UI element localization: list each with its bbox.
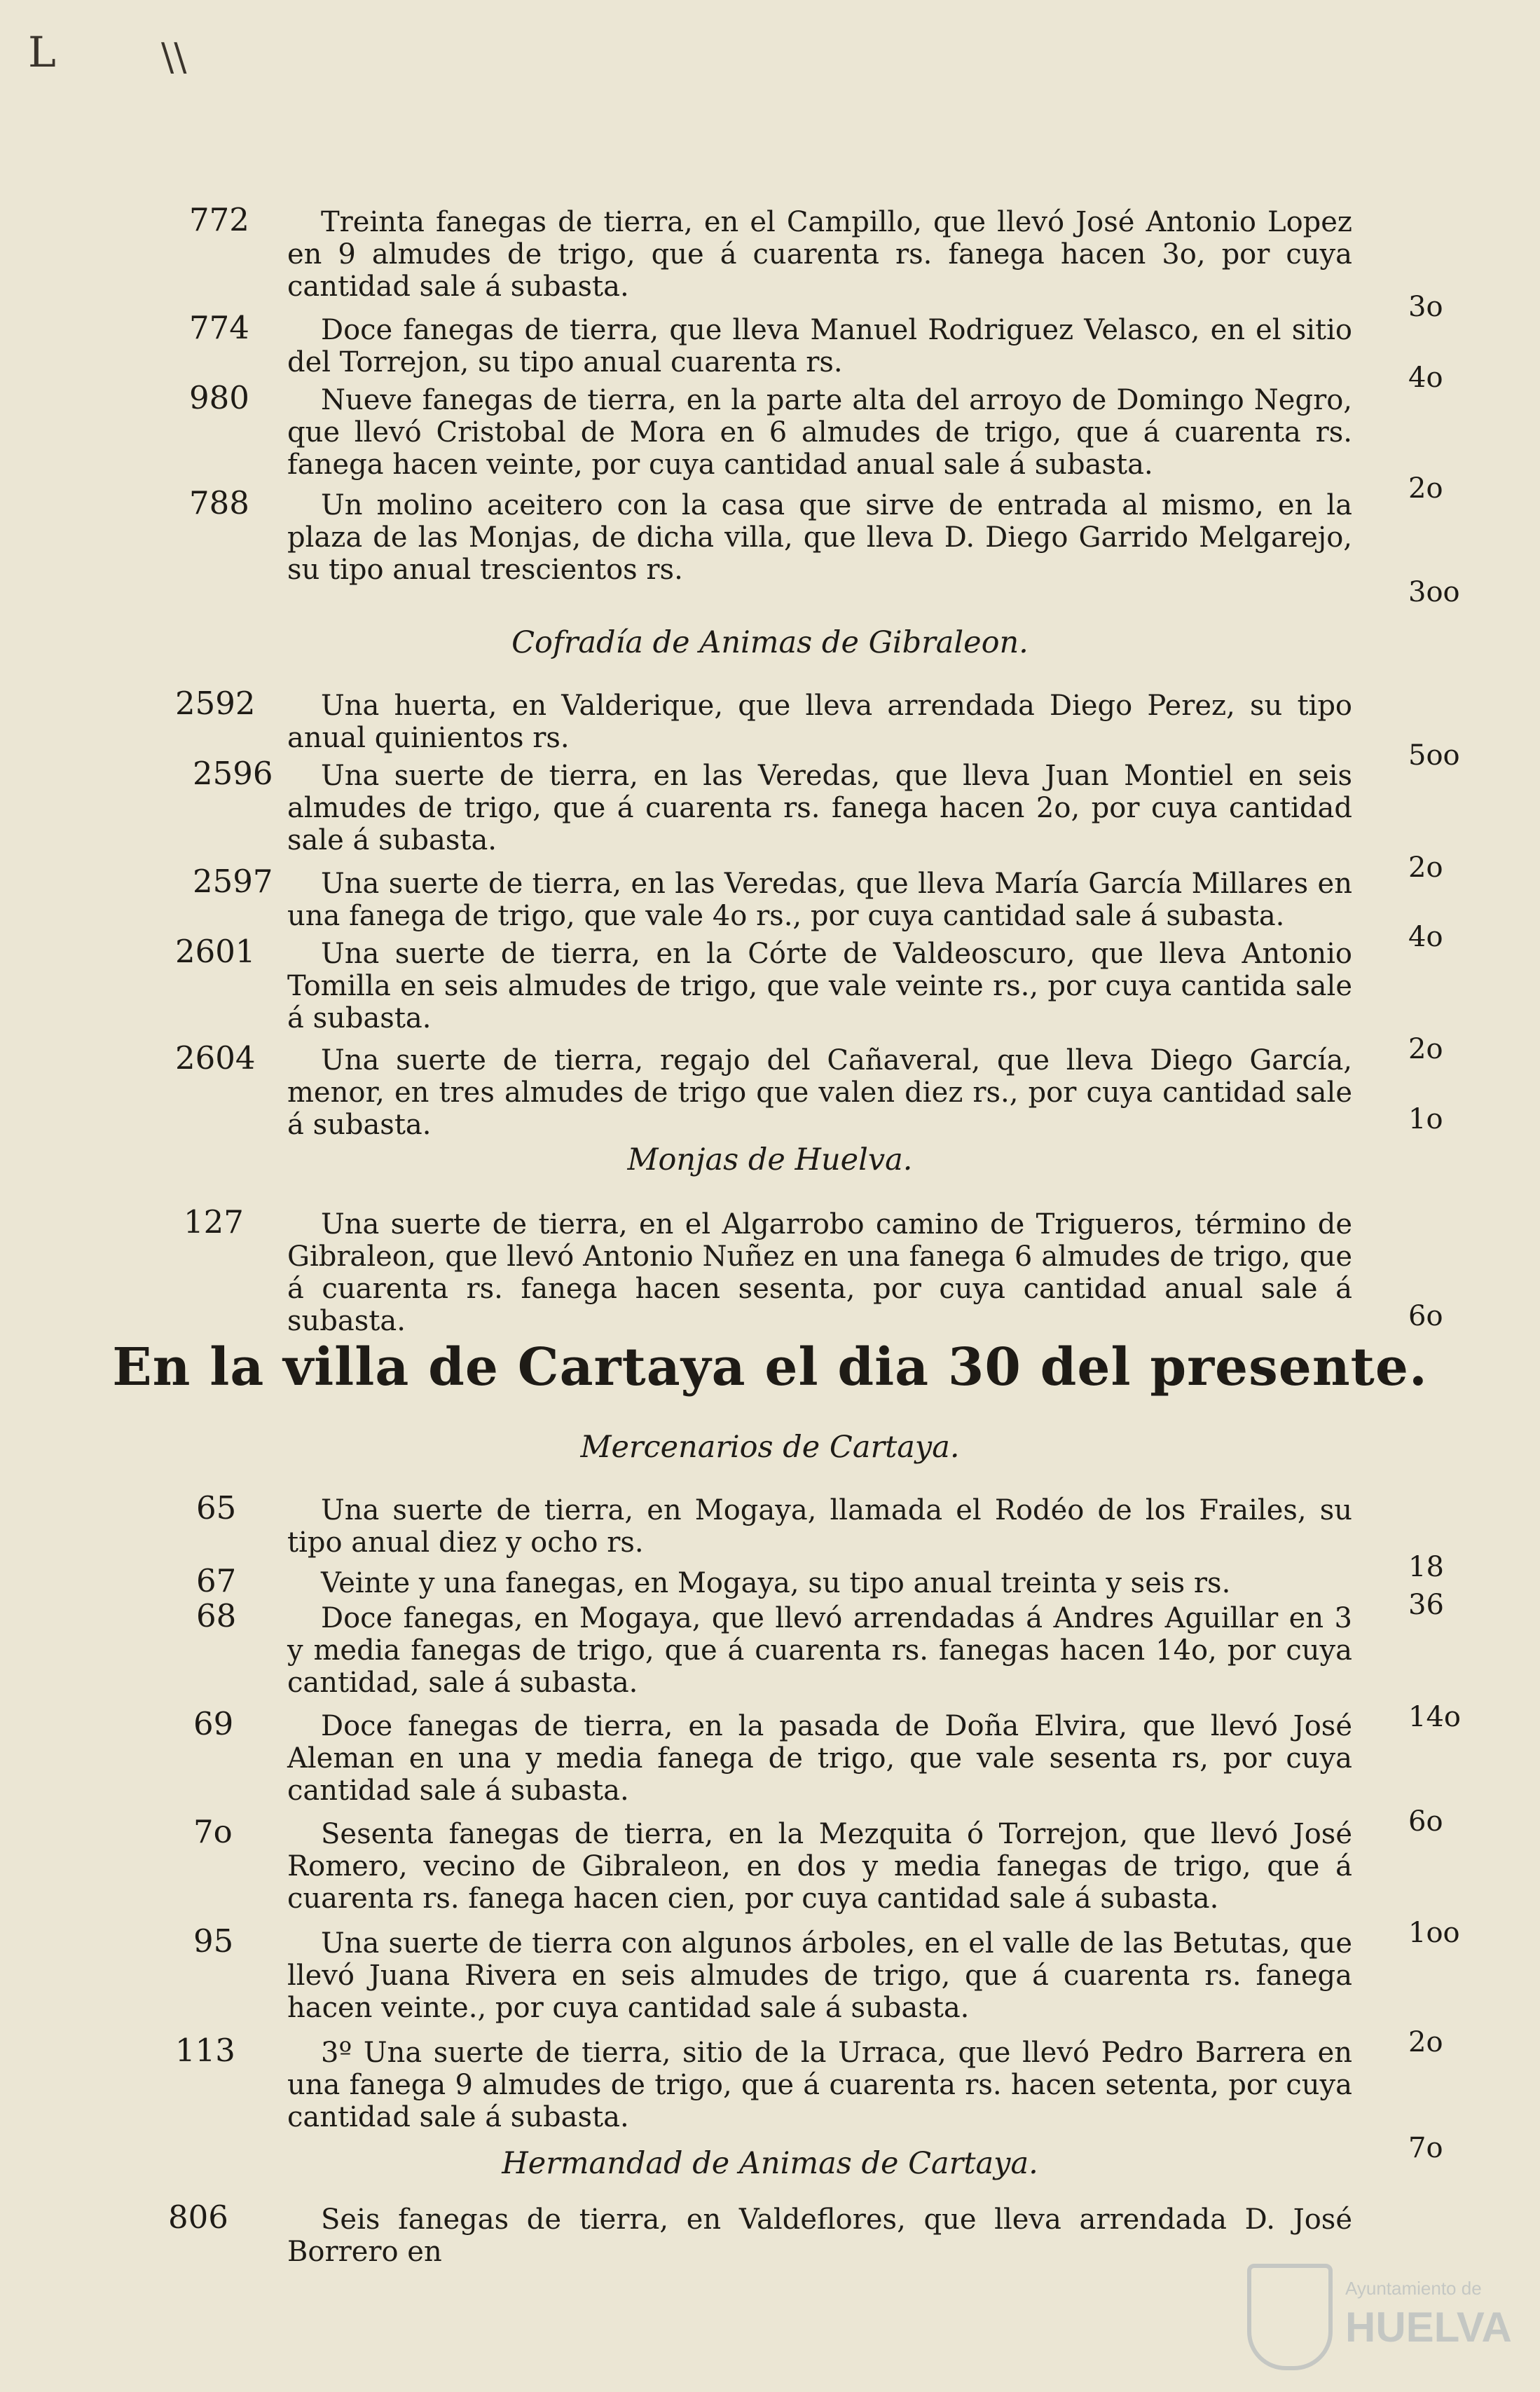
margin-mark-left: L (28, 28, 56, 77)
entry-price: 2o (1408, 2026, 1443, 2058)
entry-number: 127 (184, 1203, 244, 1241)
entry-price: 2o (1408, 1033, 1443, 1065)
section-heading-monjas-huelva: Monjas de Huelva. (627, 1142, 913, 1177)
entry-number: 788 (189, 484, 249, 521)
entry-number: 2597 (193, 863, 273, 900)
entry-text: Nueve fanegas de tierra, en la parte alta del arroyo de Domingo Negro, que llevó Cristobal de Mora en 6 almudes de trigo, que á cuarenta rs. fanega hacen veinte, por cuya cantidad anual sale á subasta. (287, 384, 1352, 481)
entry-number: 2592 (175, 685, 256, 722)
entry-number: 65 (196, 1489, 237, 1526)
entry-text: Un molino aceitero con la casa que sirve de entrada al mismo, en la plaza de las Monjas, de dicha villa, que lleva D. Diego Garrido Melgarejo, su tipo anual trescientos rs. (287, 489, 1352, 586)
entry-text: Una suerte de tierra, en las Veredas, que lleva Juan Montiel en seis almudes de trigo, que á cuarenta rs. fanega hacen 2o, por cuya cantidad sale á subasta. (287, 760, 1352, 856)
entry-text: Doce fanegas de tierra, en la pasada de Doña Elvira, que llevó José Aleman en una y media fanega de trigo, que vale sesenta rs, por cuya cantidad sale á subasta. (287, 1710, 1352, 1807)
section-heading-mercenarios-cartaya: Mercenarios de Cartaya. (580, 1430, 960, 1465)
entry-price: 4o (1408, 362, 1443, 394)
entry-text: Seis fanegas de tierra, en Valdeflores, que lleva arrendada D. José Borrero en (287, 2203, 1352, 2268)
entry-number: 772 (189, 201, 249, 238)
entry-number: 67 (196, 1562, 237, 1599)
entry-price: 6o (1408, 1805, 1443, 1838)
entry-number: 2604 (175, 1039, 256, 1077)
entry-number: 95 (193, 1922, 234, 1960)
entry-text: Doce fanegas, en Mogaya, que llevó arrendadas á Andres Aguillar en 3 y media fanegas de trigo, que á cuarenta rs. fanegas hacen 14o, por cuya cantidad, sale á subasta. (287, 1602, 1352, 1699)
entry-text: Una suerte de tierra, en las Veredas, que lleva María García Millares en una fanega de trigo, que vale 4o rs., por cuya cantidad sale á subasta. (287, 868, 1352, 932)
entry-text: Una suerte de tierra, en el Algarrobo camino de Trigueros, término de Gibraleon, que llevó Antonio Nuñez en una fanega 6 almudes de trigo, que á cuarenta rs. fanega hacen sesenta, por cuya cantidad anual sale á subasta. (287, 1208, 1352, 1337)
seal-subtitle: Ayuntamiento de (1345, 2278, 1482, 2299)
entry-text: Treinta fanegas de tierra, en el Campillo, que llevó José Antonio Lopez en 9 almudes de trigo, que á cuarenta rs. fanega hacen 3o, por cuya cantidad sale á subasta. (287, 206, 1352, 303)
entry-number: 774 (189, 309, 249, 346)
page-title: En la villa de Cartaya el dia 30 del presente. (112, 1337, 1428, 1397)
shield-icon (1247, 2264, 1333, 2370)
entry-price: 1o (1408, 1103, 1443, 1135)
entry-price: 2o (1408, 472, 1443, 505)
entry-number: 980 (189, 379, 249, 416)
entry-number: 113 (175, 2032, 235, 2069)
entry-price: 5oo (1408, 739, 1460, 772)
entry-price: 14o (1408, 1701, 1461, 1733)
entry-text: Una huerta, en Valderique, que lleva arrendada Diego Perez, su tipo anual quinientos rs. (287, 690, 1352, 754)
entry-price: 2o (1408, 852, 1443, 884)
entry-price: 36 (1408, 1589, 1444, 1621)
entry-price: 7o (1408, 2132, 1443, 2164)
entry-text: 3º Una suerte de tierra, sitio de la Urraca, que llevó Pedro Barrera en una fanega 9 almudes de trigo, que á cuarenta rs. hacen setenta, por cuya cantidad sale á subasta. (287, 2037, 1352, 2133)
entry-price: 3oo (1408, 576, 1460, 608)
entry-text: Una suerte de tierra, en Mogaya, llamada el Rodéo de los Frailes, su tipo anual diez y ocho rs. (287, 1494, 1352, 1559)
entry-text: Veinte y una fanegas, en Mogaya, su tipo anual treinta y seis rs. (321, 1567, 1231, 1599)
entry-number: 7o (193, 1813, 233, 1850)
section-heading-cofradia-gibraleon: Cofradía de Animas de Gibraleon. (511, 625, 1029, 660)
entry-price: 18 (1408, 1551, 1444, 1583)
section-heading-hermandad-cartaya: Hermandad de Animas de Cartaya. (502, 2146, 1038, 2181)
entry-text: Una suerte de tierra, regajo del Cañaveral, que lleva Diego García, menor, en tres almudes de trigo que valen diez rs., por cuya cantidad sale á subasta. (287, 1044, 1352, 1141)
entry-number: 806 (168, 2199, 228, 2236)
entry-text: Doce fanegas de tierra, que lleva Manuel Rodriguez Velasco, en el sitio del Torrejon, su tipo anual cuarenta rs. (287, 314, 1352, 378)
entry-number: 69 (193, 1705, 234, 1742)
entry-price: 6o (1408, 1300, 1443, 1332)
margin-mark-right: \\ (161, 35, 187, 79)
watermark-seal (1247, 2257, 1527, 2376)
entry-text: Sesenta fanegas de tierra, en la Mezquita ó Torrejon, que llevó José Romero, vecino de Gibraleon, en dos y media fanegas de trigo, que á cuarenta rs. fanega hacen cien, por cuya cantidad sale á subasta. (287, 1818, 1352, 1915)
entry-price: 4o (1408, 921, 1443, 953)
entry-text: Una suerte de tierra, en la Córte de Valdeoscuro, que lleva Antonio Tomilla en seis almudes de trigo, que vale veinte rs., por cuya cantida sale á subasta. (287, 938, 1352, 1034)
entry-number: 2596 (193, 755, 273, 792)
entry-price: 3o (1408, 291, 1443, 323)
entry-price: 1oo (1408, 1917, 1460, 1949)
entry-number: 2601 (175, 933, 256, 970)
entry-number: 68 (196, 1597, 237, 1634)
entry-text: Una suerte de tierra con algunos árboles, en el valle de las Betutas, que llevó Juana Rivera en seis almudes de trigo, que á cuarenta rs. fanega hacen veinte., por cuya cantidad sale á subasta. (287, 1927, 1352, 2024)
seal-name: HUELVA (1345, 2304, 1512, 2351)
